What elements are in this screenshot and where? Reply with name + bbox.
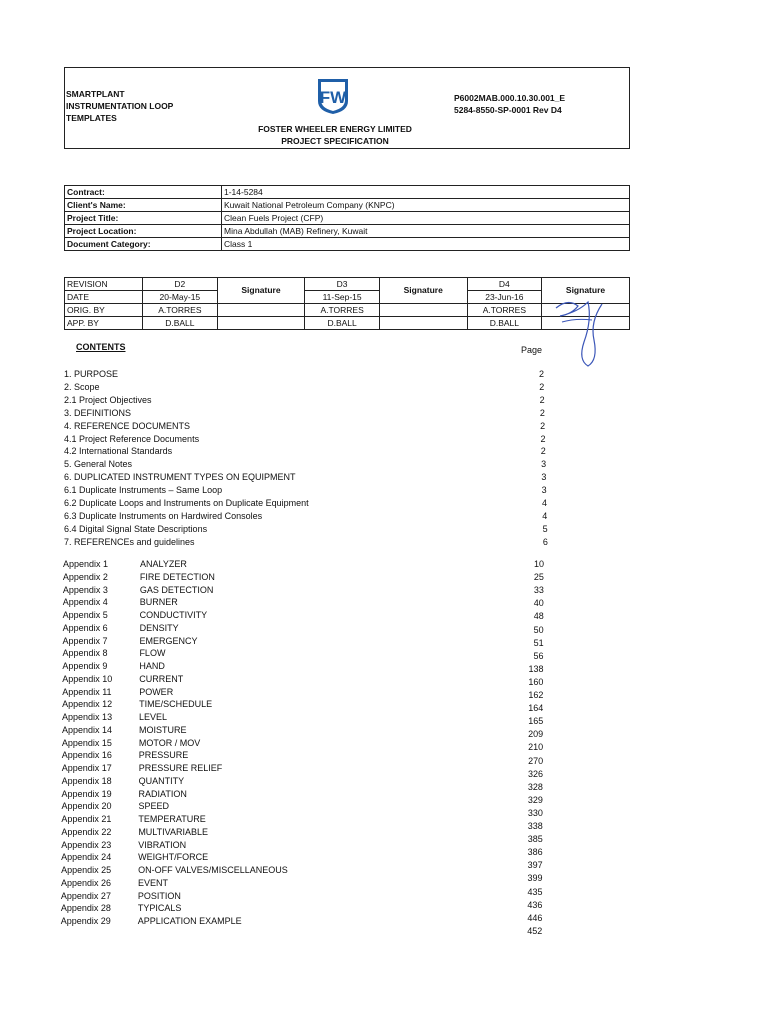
toc-item-page: 3 — [541, 459, 547, 470]
appendix-page: 48 — [533, 611, 544, 622]
appendix-name: PRESSURE RELIEF — [138, 763, 223, 773]
rev-d2-orig: A.TORRES — [143, 304, 217, 317]
rev-d4-date: 23-Jun-16 — [467, 291, 541, 304]
appendix-page: 326 — [528, 768, 544, 779]
appendix-page: 330 — [527, 807, 543, 818]
appendix-page: 10 — [533, 559, 544, 569]
appendix-name: MOTOR / MOV — [138, 737, 201, 748]
appendix-item — [63, 571, 553, 583]
info-row — [65, 238, 630, 251]
toc-item-page: 2 — [539, 394, 545, 405]
appendix-number: Appendix 23 — [61, 839, 112, 850]
toc-item-title: 6.4 Digital Signal State Descriptions — [64, 523, 208, 534]
toc-item-title: 6. DUPLICATED INSTRUMENT TYPES ON EQUIPMENT — [64, 472, 296, 483]
appendix-number: Appendix 15 — [61, 737, 112, 748]
toc-item-title: 6.1 Duplicate Instruments – Same Loop — [64, 485, 223, 496]
company-name: FOSTER WHEELER ENERGY LIMITED — [258, 124, 412, 134]
toc-item — [64, 433, 554, 445]
appendix-item — [61, 813, 551, 831]
toc-item-title: 2.1 Project Objectives — [64, 394, 152, 405]
rev-label: ORIG. BY — [65, 304, 143, 317]
appendix-item — [63, 584, 553, 596]
appendix-number: Appendix 27 — [60, 890, 111, 901]
toc-item-title: 7. REFERENCEs and guidelines — [64, 536, 195, 547]
signature-cell — [379, 317, 467, 330]
appendix-item — [63, 558, 553, 570]
document-numbers — [454, 92, 565, 116]
rev-label: APP. BY — [65, 317, 143, 330]
signature-cell — [217, 317, 305, 330]
appendix-item — [61, 788, 552, 805]
appendix-item — [63, 596, 553, 608]
toc-item-title: 4.1 Project Reference Documents — [64, 433, 200, 444]
appendix-item — [62, 647, 552, 659]
appendix-number: Appendix 11 — [62, 686, 112, 697]
toc-item — [64, 536, 554, 548]
info-row — [65, 225, 630, 238]
info-key: Project Title: — [65, 212, 222, 225]
revision-table — [64, 277, 630, 330]
appendix-name: LEVEL — [139, 712, 168, 722]
toc-item-title: 4.2 International Standards — [64, 446, 173, 457]
appendix-number: Appendix 13 — [62, 712, 113, 722]
appendix-number: Appendix 18 — [61, 775, 112, 786]
appendix-name: MULTIVARIABLE — [138, 826, 208, 837]
appendix-page: 452 — [527, 925, 543, 936]
handwritten-signature-icon — [548, 290, 610, 370]
appendix-name: CURRENT — [139, 673, 184, 684]
rev-label: DATE — [65, 291, 143, 304]
appendix-page: 270 — [528, 755, 544, 766]
toc-item-page: 2 — [539, 381, 545, 392]
rev-d3-orig: A.TORRES — [305, 304, 379, 317]
appendix-name: ANALYZER — [140, 559, 187, 569]
doc-number: P6002MAB.000.10.30.001_E — [454, 93, 566, 103]
toc-item-page: 4 — [541, 498, 547, 508]
appendix-name: TEMPERATURE — [138, 814, 206, 824]
toc-item-page: 3 — [541, 472, 547, 483]
appendix-number: Appendix 3 — [62, 584, 108, 595]
appendix-name: MOISTURE — [138, 724, 187, 735]
info-value: 1-14-5284 — [222, 186, 630, 199]
toc-item-title: 6.2 Duplicate Loops and Instruments on Duplicate Equipment — [64, 498, 309, 508]
appendix-page: 50 — [533, 624, 544, 635]
rev-d4-header: D4 — [467, 278, 541, 291]
rev-d3-date: 11-Sep-15 — [305, 291, 379, 304]
appendix-page: 435 — [527, 886, 543, 897]
appendix-number: Appendix 10 — [62, 673, 113, 684]
page-column-label: Page — [521, 345, 543, 355]
appendix-name: WEIGHT/FORCE — [138, 852, 209, 863]
appendix-number: Appendix 22 — [61, 826, 112, 837]
appendix-item — [61, 762, 552, 779]
toc-item-page: 2 — [540, 446, 546, 457]
toc-item — [64, 523, 554, 535]
appendix-name: HAND — [139, 661, 165, 671]
appendix-item — [61, 749, 552, 766]
appendix-page: 397 — [527, 860, 543, 871]
appendix-name: TIME/SCHEDULE — [139, 699, 213, 710]
toc-item-title: 3. DEFINITIONS — [64, 407, 132, 418]
rev-d2-date: 20-May-15 — [143, 291, 217, 304]
toc-item — [64, 368, 554, 380]
appendix-name: ON-OFF VALVES/MISCELLANEOUS — [138, 865, 288, 875]
toc-item-title: 1. PURPOSE — [64, 369, 119, 379]
appendix-name: EMERGENCY — [139, 635, 198, 646]
appendix-item — [60, 915, 551, 936]
appendix-page: 160 — [528, 676, 544, 687]
document-title: SMARTPLANT INSTRUMENTATION LOOP TEMPLATES — [66, 89, 174, 123]
toc-item — [64, 458, 554, 470]
appendix-number: Appendix 4 — [62, 597, 108, 608]
appendix-page: 40 — [533, 598, 544, 609]
appendix-number: Appendix 14 — [61, 724, 112, 735]
info-value: Class 1 — [222, 238, 630, 251]
toc-item-page: 6 — [542, 536, 548, 547]
toc-item-title: 6.3 Duplicate Instruments on Hardwired Consoles — [64, 510, 263, 521]
appendix-page: 399 — [527, 873, 543, 884]
appendix-page: 209 — [528, 729, 544, 740]
appendix-item — [63, 622, 553, 634]
appendix-number: Appendix 20 — [61, 801, 112, 812]
appendix-name: QUANTITY — [138, 775, 185, 786]
appendix-name: SPEED — [138, 801, 169, 812]
spec-label: PROJECT SPECIFICATION — [281, 136, 389, 146]
appendix-number: Appendix 1 — [63, 559, 109, 569]
toc-item — [64, 484, 554, 496]
signature-header: Signature — [379, 278, 467, 304]
rev-d3-app: D.BALL — [305, 317, 379, 330]
signature-header: Signature — [542, 278, 630, 304]
info-row — [65, 212, 630, 225]
toc-item-title: 5. General Notes — [64, 459, 133, 470]
appendix-page: 165 — [528, 716, 544, 727]
appendix-item — [61, 724, 552, 740]
appendix-name: TYPICALS — [137, 903, 182, 914]
rev-d4-app: D.BALL — [467, 317, 541, 330]
appendix-page: 162 — [528, 690, 544, 700]
appendix-item — [62, 660, 552, 672]
appendix-number: Appendix 24 — [61, 852, 112, 863]
appendix-item — [62, 686, 552, 698]
info-row — [65, 186, 630, 199]
appendix-number: Appendix 28 — [60, 903, 111, 914]
appendix-item — [61, 737, 552, 753]
rev-d2-app: D.BALL — [143, 317, 217, 330]
info-key: Contract: — [65, 186, 222, 199]
toc-item — [64, 471, 554, 483]
appendix-name: VIBRATION — [138, 839, 187, 850]
rev-d3-header: D3 — [305, 278, 379, 291]
info-key: Client's Name: — [65, 199, 222, 212]
info-value: Mina Abdullah (MAB) Refinery, Kuwait — [222, 225, 630, 238]
appendix-page: 386 — [527, 847, 543, 858]
logo-text: FW — [319, 88, 347, 107]
appendix-item — [62, 711, 552, 727]
appendix-number: Appendix 6 — [62, 622, 108, 633]
toc-item-page: 2 — [540, 420, 546, 431]
appendix-page: 56 — [533, 650, 544, 661]
appendix-page: 164 — [528, 703, 544, 714]
info-value: Kuwait National Petroleum Company (KNPC) — [222, 199, 630, 212]
contents-heading: CONTENTS — [76, 342, 126, 352]
appendix-page: 385 — [527, 834, 543, 845]
appendix-name: GAS DETECTION — [139, 584, 214, 595]
rev-d2-header: D2 — [143, 278, 217, 291]
toc-item-page: 2 — [539, 407, 545, 418]
toc-item-page: 3 — [541, 485, 547, 496]
appendix-name: DENSITY — [139, 622, 179, 633]
appendix-name: APPLICATION EXAMPLE — [137, 916, 242, 926]
appendix-number: Appendix 16 — [61, 750, 112, 761]
appendix-page: 338 — [527, 821, 543, 831]
toc-item-title: 4. REFERENCE DOCUMENTS — [64, 420, 191, 431]
appendix-number: Appendix 21 — [61, 814, 112, 824]
appendix-number: Appendix 5 — [62, 610, 108, 620]
signature-header: Signature — [217, 278, 305, 304]
appendix-item — [61, 775, 552, 792]
toc-item — [64, 381, 554, 393]
info-row — [65, 199, 630, 212]
appendix-number: Appendix 19 — [61, 788, 112, 799]
appendix-page: 210 — [528, 742, 544, 753]
appendix-item — [63, 609, 553, 621]
appendix-page: 51 — [533, 637, 544, 648]
toc-item — [64, 420, 554, 432]
appendix-name: BURNER — [139, 597, 178, 608]
info-value: Clean Fuels Project (CFP) — [222, 212, 630, 225]
appendix-page: 436 — [527, 899, 543, 910]
project-info-table — [64, 185, 630, 251]
toc-item-page: 5 — [542, 523, 548, 534]
toc-item — [64, 407, 554, 419]
appendix-page: 25 — [533, 572, 544, 583]
toc-item — [64, 497, 554, 509]
appendix-number: Appendix 17 — [61, 763, 112, 773]
appendix-item — [61, 800, 551, 818]
toc-item — [64, 445, 554, 457]
signature-cell — [379, 304, 467, 317]
toc-item — [64, 510, 554, 522]
appendix-number: Appendix 9 — [62, 661, 108, 671]
appendix-number: Appendix 8 — [62, 648, 108, 659]
rev-d4-orig: A.TORRES — [467, 304, 541, 317]
appendix-number: Appendix 26 — [61, 877, 112, 888]
company-logo-icon — [316, 77, 350, 115]
info-key: Document Category: — [65, 238, 222, 251]
appendix-number: Appendix 2 — [62, 571, 108, 582]
appendix-name: POWER — [139, 686, 174, 697]
toc-item — [64, 394, 554, 406]
appendix-name: FLOW — [139, 648, 166, 659]
appendix-name: RADIATION — [138, 788, 187, 799]
appendix-number: Appendix 12 — [62, 699, 113, 710]
appendix-name: EVENT — [138, 877, 169, 888]
appendix-item — [62, 698, 552, 714]
appendix-name: POSITION — [137, 890, 181, 901]
appendix-number: Appendix 7 — [62, 635, 108, 646]
appendix-page: 328 — [527, 781, 543, 792]
appendix-name: FIRE DETECTION — [139, 571, 215, 582]
appendix-name: CONDUCTIVITY — [139, 610, 208, 620]
info-key: Project Location: — [65, 225, 222, 238]
toc-item-page: 2 — [540, 433, 546, 444]
appendix-page: 138 — [528, 663, 544, 674]
toc-item-title: 2. Scope — [64, 381, 100, 392]
signature-cell — [217, 304, 305, 317]
appendix-item — [63, 635, 553, 647]
rev-label: REVISION — [65, 278, 143, 291]
appendix-name: PRESSURE — [138, 750, 189, 761]
rev-code: 5284-8550-SP-0001 Rev D4 — [454, 105, 562, 115]
appendix-page: 329 — [527, 794, 543, 805]
toc-item-page: 2 — [538, 369, 544, 379]
company-block — [230, 123, 440, 147]
appendix-item — [62, 673, 552, 685]
toc-item-page: 4 — [542, 510, 548, 521]
appendix-number: Appendix 29 — [60, 916, 111, 926]
appendix-page: 33 — [533, 585, 544, 596]
appendix-page: 446 — [527, 912, 543, 923]
appendix-number: Appendix 25 — [61, 865, 112, 875]
